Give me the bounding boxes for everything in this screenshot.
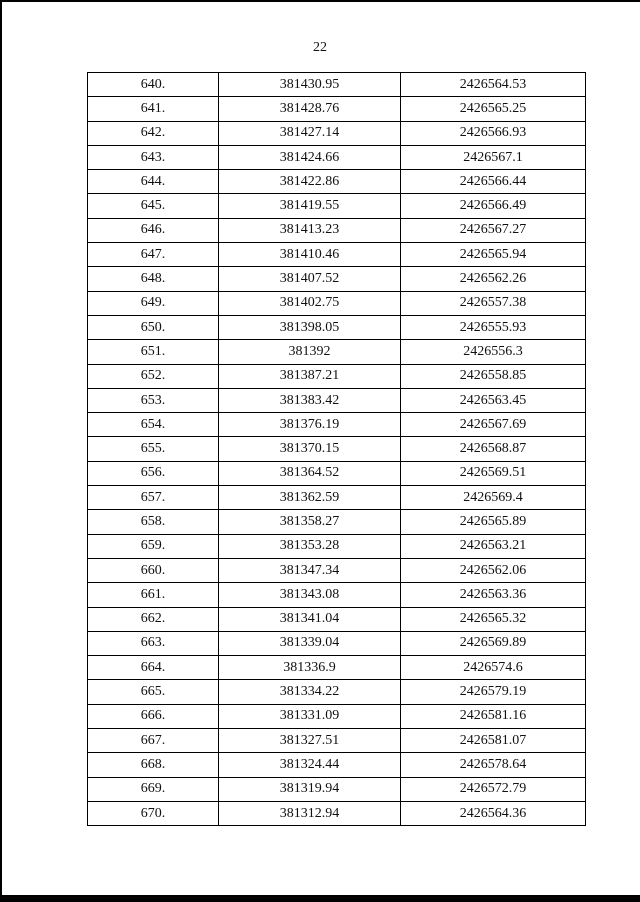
point-number-cell: 649. [88,291,219,315]
table-row [88,267,586,291]
x-coordinate-cell: 381327.51 [219,729,401,753]
y-coordinate-cell: 2426564.53 [401,73,586,97]
y-coordinate-cell: 2426581.16 [401,704,586,728]
point-number-cell: 641. [88,97,219,121]
table-row [88,801,586,825]
table-row [88,656,586,680]
table-row [88,243,586,267]
y-coordinate-cell: 2426578.64 [401,753,586,777]
table-row [88,170,586,194]
page-number: 22 [313,40,327,55]
y-coordinate-cell: 2426564.36 [401,801,586,825]
point-number-cell: 661. [88,583,219,607]
point-number-cell: 648. [88,267,219,291]
table-row [88,486,586,510]
x-coordinate-cell: 381358.27 [219,510,401,534]
point-number-cell: 657. [88,486,219,510]
point-number-cell: 659. [88,534,219,558]
table-row [88,631,586,655]
x-coordinate-cell: 381407.52 [219,267,401,291]
table-row [88,364,586,388]
x-coordinate-cell: 381376.19 [219,413,401,437]
y-coordinate-cell: 2426565.94 [401,243,586,267]
x-coordinate-cell: 381428.76 [219,97,401,121]
y-coordinate-cell: 2426569.4 [401,486,586,510]
point-number-cell: 669. [88,777,219,801]
y-coordinate-cell: 2426562.26 [401,267,586,291]
point-number-cell: 652. [88,364,219,388]
x-coordinate-cell: 381410.46 [219,243,401,267]
point-number-cell: 654. [88,413,219,437]
table-row [88,340,586,364]
table-row [88,558,586,582]
y-coordinate-cell: 2426566.49 [401,194,586,218]
y-coordinate-cell: 2426565.89 [401,510,586,534]
x-coordinate-cell: 381424.66 [219,145,401,169]
scan-edge-top [0,0,640,2]
x-coordinate-cell: 381402.75 [219,291,401,315]
point-number-cell: 643. [88,145,219,169]
table-row [88,777,586,801]
point-number-cell: 653. [88,388,219,412]
table-row [88,291,586,315]
point-number-cell: 655. [88,437,219,461]
coordinates-table [87,72,586,826]
y-coordinate-cell: 2426567.1 [401,145,586,169]
y-coordinate-cell: 2426557.38 [401,291,586,315]
x-coordinate-cell: 381353.28 [219,534,401,558]
y-coordinate-cell: 2426563.45 [401,388,586,412]
table-row [88,704,586,728]
point-number-cell: 645. [88,194,219,218]
table-row [88,461,586,485]
point-number-cell: 667. [88,729,219,753]
y-coordinate-cell: 2426565.25 [401,97,586,121]
table-row [88,510,586,534]
point-number-cell: 660. [88,558,219,582]
point-number-cell: 670. [88,801,219,825]
x-coordinate-cell: 381422.86 [219,170,401,194]
x-coordinate-cell: 381370.15 [219,437,401,461]
point-number-cell: 664. [88,656,219,680]
y-coordinate-cell: 2426563.36 [401,583,586,607]
y-coordinate-cell: 2426568.87 [401,437,586,461]
table-row [88,315,586,339]
table-row [88,534,586,558]
point-number-cell: 656. [88,461,219,485]
point-number-cell: 644. [88,170,219,194]
table-row [88,413,586,437]
table-row [88,121,586,145]
point-number-cell: 662. [88,607,219,631]
table-row [88,583,586,607]
table-row [88,753,586,777]
x-coordinate-cell: 381339.04 [219,631,401,655]
x-coordinate-cell: 381334.22 [219,680,401,704]
point-number-cell: 650. [88,315,219,339]
y-coordinate-cell: 2426567.27 [401,218,586,242]
y-coordinate-cell: 2426563.21 [401,534,586,558]
y-coordinate-cell: 2426562.06 [401,558,586,582]
x-coordinate-cell: 381319.94 [219,777,401,801]
y-coordinate-cell: 2426555.93 [401,315,586,339]
y-coordinate-cell: 2426567.69 [401,413,586,437]
x-coordinate-cell: 381427.14 [219,121,401,145]
x-coordinate-cell: 381413.23 [219,218,401,242]
x-coordinate-cell: 381392 [219,340,401,364]
x-coordinate-cell: 381312.94 [219,801,401,825]
y-coordinate-cell: 2426574.6 [401,656,586,680]
table-row [88,145,586,169]
point-number-cell: 651. [88,340,219,364]
point-number-cell: 647. [88,243,219,267]
point-number-cell: 666. [88,704,219,728]
point-number-cell: 663. [88,631,219,655]
scan-edge-bottom [0,895,640,902]
x-coordinate-cell: 381324.44 [219,753,401,777]
scan-edge-left [0,0,2,902]
table-row [88,194,586,218]
y-coordinate-cell: 2426566.93 [401,121,586,145]
y-coordinate-cell: 2426566.44 [401,170,586,194]
coordinates-table-body [88,73,586,826]
table-row [88,388,586,412]
x-coordinate-cell: 381364.52 [219,461,401,485]
y-coordinate-cell: 2426556.3 [401,340,586,364]
y-coordinate-cell: 2426569.51 [401,461,586,485]
x-coordinate-cell: 381331.09 [219,704,401,728]
point-number-cell: 646. [88,218,219,242]
y-coordinate-cell: 2426558.85 [401,364,586,388]
y-coordinate-cell: 2426579.19 [401,680,586,704]
x-coordinate-cell: 381387.21 [219,364,401,388]
point-number-cell: 642. [88,121,219,145]
x-coordinate-cell: 381362.59 [219,486,401,510]
x-coordinate-cell: 381419.55 [219,194,401,218]
x-coordinate-cell: 381347.34 [219,558,401,582]
x-coordinate-cell: 381398.05 [219,315,401,339]
x-coordinate-cell: 381341.04 [219,607,401,631]
x-coordinate-cell: 381336.9 [219,656,401,680]
y-coordinate-cell: 2426581.07 [401,729,586,753]
x-coordinate-cell: 381383.42 [219,388,401,412]
table-row [88,97,586,121]
table-row [88,680,586,704]
x-coordinate-cell: 381343.08 [219,583,401,607]
table-row [88,607,586,631]
table-row [88,729,586,753]
point-number-cell: 668. [88,753,219,777]
y-coordinate-cell: 2426572.79 [401,777,586,801]
y-coordinate-cell: 2426569.89 [401,631,586,655]
table-row [88,218,586,242]
table-row [88,437,586,461]
point-number-cell: 658. [88,510,219,534]
x-coordinate-cell: 381430.95 [219,73,401,97]
table-row [88,73,586,97]
point-number-cell: 640. [88,73,219,97]
point-number-cell: 665. [88,680,219,704]
y-coordinate-cell: 2426565.32 [401,607,586,631]
